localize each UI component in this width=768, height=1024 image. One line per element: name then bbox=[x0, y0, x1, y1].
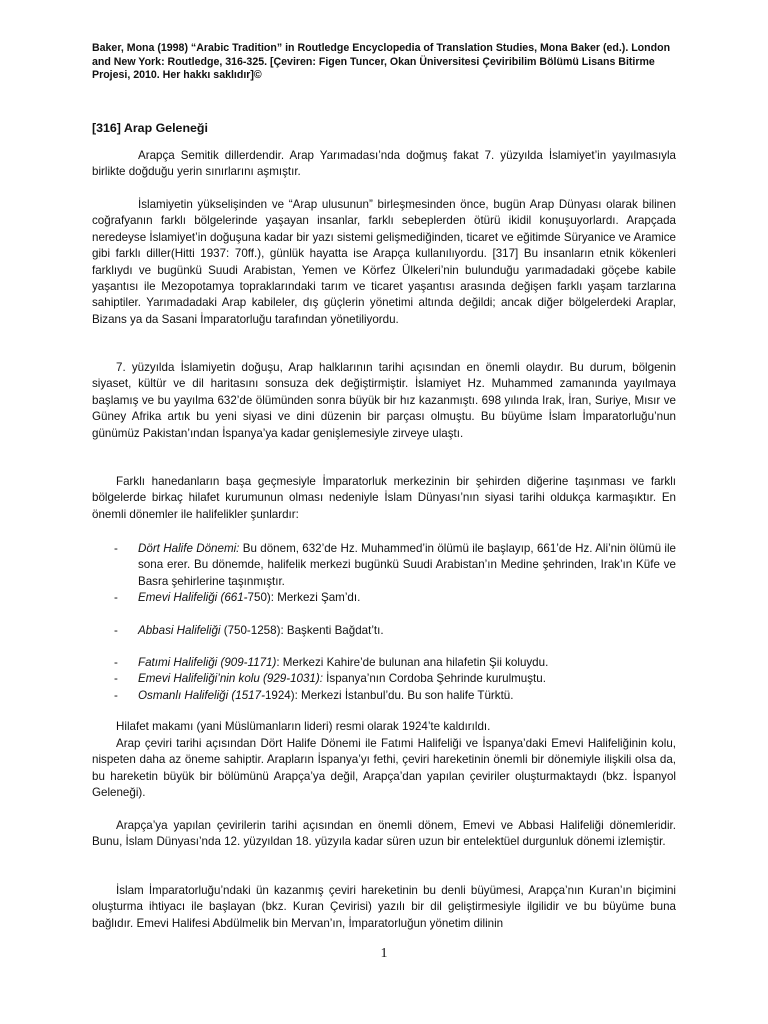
list-item-name: Emevi Halifeliği’nin kolu (929-1031): bbox=[138, 672, 323, 686]
paragraph-5: Hilafet makamı (yani Müslümanların lideri) resmi olarak 1924’te kaldırıldı. bbox=[116, 720, 491, 733]
caliphate-list bbox=[92, 541, 676, 704]
list-item-name: Dört Halife Dönemi: bbox=[138, 542, 240, 555]
list-item-text: 1924): Merkezi İstanbul’du. Bu son halife Türktü. bbox=[264, 688, 514, 702]
list-item-text: 750): Merkezi Şam’dı. bbox=[247, 591, 361, 605]
list-item bbox=[92, 590, 676, 606]
list-item-name: Abbasi Halifeliği bbox=[138, 623, 221, 637]
paragraph-4: Farklı hanedanların başa geçmesiyle İmparatorluk merkezinin bir şehirden diğerine taşınması ve farklı bölgelerde birkaç hilafet kurumunun olması nedeniyle İslam Dünyası’nın siyasi tarihi oldukça karmaşıktır. En önemli dönemler ile halifelikler şunlardır: bbox=[92, 475, 676, 521]
citation-header: Baker, Mona (1998) “Arabic Tradition” in Routledge Encyclopedia of Translation Studies, Mona Baker (ed.). London and New York: Routledge, 316-325. [Çeviren: Figen Tuncer, Okan Üniversitesi Çeviribilim Bölümü Lisans Bitirme Projesi, 2010. Her hakkı saklıdır]© bbox=[92, 42, 671, 81]
list-item-name: Osmanlı Halifeliği (1517- bbox=[138, 688, 265, 702]
list-bullet: - bbox=[114, 591, 118, 605]
list-bullet: - bbox=[114, 656, 118, 670]
paragraph-3: 7. yüzyılda İslamiyetin doğuşu, Arap halklarının tarihi açısından en önemli olaydır. Bu durum, bölgenin siyaset, kültür ve dil haritasını sonsuza dek değiştirmiştir. İslamiyet Hz. Muhammed zamanında yayılmaya başlamış ve bu yayılma 632’de ölümünden sonra büyük bir hız kazanmıştı. 698 yılında Irak, İran, Suriye, Mısır ve Güney Afrika artık bu yeni siyasi ve dini düzenin bir parçası olmuştu. Bu büyüme İslam İmparatorluğu’nun günümüz Pakistan’ından İspanya’ya kadar genişlemesiyle zirveye ulaştı. bbox=[92, 361, 676, 440]
list-item bbox=[92, 671, 676, 687]
list-item bbox=[92, 655, 676, 671]
paragraph-1: Arapça Semitik dillerdendir. Arap Yarımadası’nda doğmuş fakat 7. yüzyılda İslamiyet’in yayılmasıyla birlikte doğduğu yerin sınırlarını aşmıştır. bbox=[92, 149, 676, 179]
list-item-text: (750-1258): Başkenti Bağdat’tı. bbox=[220, 623, 384, 637]
list-item-text: Bu dönem, 632’de Hz. Muhammed’in ölümü ile başlayıp, 661’de Hz. Ali’nin ölümü ile sona erer. Bu dönemde, halifelik merkezi bugünkü Suudi Arabistan’ın Medine şehrinden, Irak’ın Küfe ve Basra şehirlerine taşınmıştır. bbox=[138, 542, 676, 588]
paragraph-8: İslam İmparatorluğu’ndaki ün kazanmış çeviri hareketinin bu denli büyümesi, Arapça’nın Kuran’ın biçimini oluşturma ihtiyacı ile başlayan (bkz. Kuran Çevirisi) yazılı bir dil geliştirmesiyle ilgilidir ve bu büyüme buna bağlıdır. Emevi Halifesi Abdülmelik bin Mervan’ın, İmparatorluğun yönetim dilinin bbox=[92, 884, 676, 930]
paragraph-7: Arapça’ya yapılan çevirilerin tarihi açısından en önemli dönem, Emevi ve Abbasi Halifeliği dönemleridir. Bunu, İslam Dünyası’nda 12. yüzyıldan 18. yüzyıla kadar süren uzun bir entelektüel durgunluk dönemi izlemiştir. bbox=[92, 819, 676, 849]
list-bullet: - bbox=[114, 672, 118, 686]
list-item-text: : Merkezi Kahire’de bulunan ana hilafetin Şii koluydu. bbox=[276, 656, 549, 670]
list-item bbox=[92, 623, 676, 639]
list-bullet: - bbox=[114, 623, 118, 637]
list-item bbox=[92, 541, 676, 590]
list-item-name: Fatımi Halifeliği (909-1171) bbox=[138, 656, 277, 670]
section-title: [316] Arap Geleneği bbox=[92, 121, 208, 135]
paragraph-6: Arap çeviri tarihi açısından Dört Halife Dönemi ile Fatımi Halifeliği ve İspanya’daki Emevi Halifeliğinin kolu, nispeten daha az öneme sahiptir. Arapların İspanya’yı fethi, çeviri hareketinin önemli bir dönemiyle ilişkili olsa da, bu hareketin büyük bir bölümünü Arapça’ya değil, Arapça’dan yapılan çeviriler oluşturmaktaydı (bkz. İspanyol Geleneği). bbox=[92, 737, 676, 800]
list-bullet: - bbox=[114, 688, 118, 702]
list-bullet: - bbox=[114, 542, 118, 555]
list-item bbox=[92, 688, 676, 704]
list-item-text: İspanya’nın Cordoba Şehrinde kurulmuştu. bbox=[322, 672, 546, 686]
paragraph-2: İslamiyetin yükselişinden ve “Arap ulusunun” birleşmesinden önce, bugün Arap Dünyası olarak bilinen coğrafyanın farklı bölgelerinde yaşayan insanlar, farklı sebeplerden ötürü ikidil konuşuyorlardı. Arapçada neredeyse İslamiyet’in doğuşuna kadar bir yazı sistemi gelişmediğinden, ticaret ve eğitimde Süryanice ve Aramice gibi farklı diller(Hitti 1937: 70ff.), günlük hayatta ise Arapça kullanılıyordu. [317] Bu insanların etnik kökenleri farklıydı ve bugünkü Suudi Arabistan, Yemen ve Körfez Ülkeleri’nin bulunduğu yarımadadaki göçebe kabile yaşantısı ile Mezopotamya topraklarındaki tarım ve ticaret yaşantısı arasında değişen farklı yaşam tarzlarına sahiptiler. Yarımadadaki Arap kabileler, dış güçlerin yönetimi altında değildi; ancak diğer bölgelerdeki Araplar, Bizans ya da Sasani İmparatorluğu tarafından yönetiliyordu. bbox=[92, 198, 676, 326]
page-number: 1 bbox=[380, 946, 388, 961]
list-item-name: Emevi Halifeliği (661- bbox=[138, 591, 248, 605]
